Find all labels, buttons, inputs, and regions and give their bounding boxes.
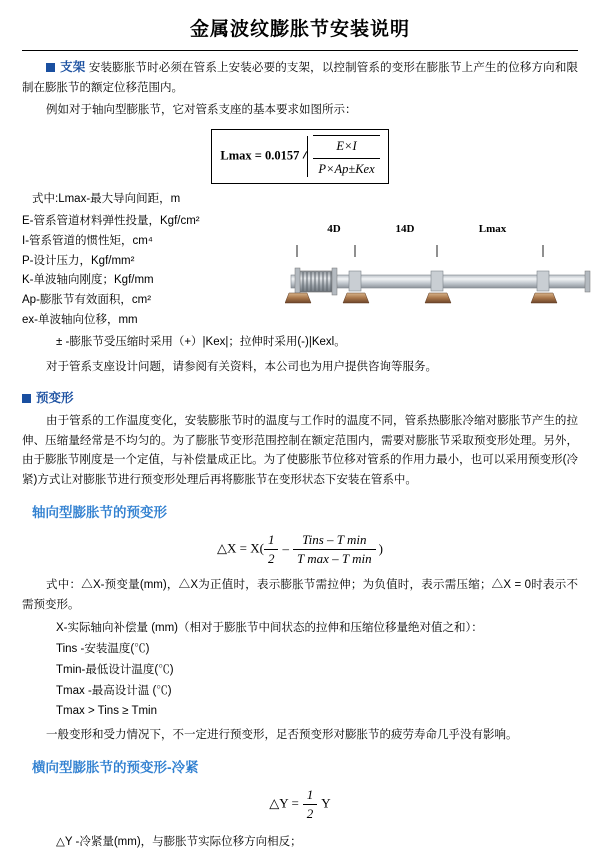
formula-lmax-wrap	[22, 129, 578, 184]
legend-item: P-设计压力，Kgf/mm²	[22, 254, 135, 267]
section-predeform-heading: 预变形	[36, 391, 74, 406]
legend-item: E-管系管道材料弹性投量，Kgf/cm²	[22, 215, 200, 228]
legend-list-lateral	[22, 833, 578, 852]
subsection-axial-closing: 一般变形和受力情况下，不一定进行预变形，足否预变形对膨胀节的疲劳寿命几乎没有影响。	[46, 729, 518, 742]
section-predeform-heading-line	[22, 388, 578, 410]
section-bracket-closing: 对于管系支座设计问题，请参阅有关资料，本公司也为用户提供咨询等服务。	[46, 361, 437, 374]
legend-item: I-管系管道的惯性矩，cm⁴	[22, 234, 153, 247]
legend-item: ± -膨胀节受压缩时采用（+）|Kex|；拉伸时采用(-)|Kexl。	[56, 335, 346, 348]
formula-half-numerator: 1	[303, 787, 318, 805]
figure-row	[22, 212, 578, 331]
formula-lmax-numerator: E×I	[313, 136, 379, 159]
figure-dimension-labels	[303, 220, 595, 239]
subsection-lateral-heading: 横向型膨胀节的预变形-冷紧	[32, 759, 199, 775]
figure-label-lmax: Lmax	[478, 223, 507, 236]
formula-delta-y-lhs: △Y =	[269, 795, 299, 811]
figure-label-4d: 4D	[327, 223, 341, 236]
legend-item: Tins -安装温度(℃)	[56, 643, 150, 656]
formula-temp-denominator: T max – T min	[296, 551, 372, 567]
legend-item: Tmin-最低设计温度(℃)	[56, 663, 174, 676]
formula-delta-x-minus: –	[282, 540, 289, 556]
formula-lmax-denominator: P×Ap±Kex	[318, 161, 375, 176]
formula-delta-x-temp-fraction	[293, 532, 376, 568]
formula-half-numerator: 1	[264, 532, 279, 550]
section-bracket-para1: 安装膨胀节时必须在管系上安装必要的支架，以控制管系的变形在膨胀节上产生的位移方向和限制在膨胀节的额定位移范围内。	[22, 62, 578, 94]
formula-half-denominator: 2	[306, 806, 314, 822]
legend-item: Tmax -最高设计温 (℃)	[56, 684, 172, 697]
formula-lmax-sqrt	[302, 133, 379, 180]
section-bracket-heading-line	[22, 57, 578, 99]
legend-item: X-实际轴向补偿量 (mm)（相对于膨胀节中间状态的拉伸和压缩位移量绝对值之和）：	[56, 622, 483, 635]
formula-temp-numerator: Tins – T min	[293, 532, 376, 550]
blue-square-bullet-icon	[22, 394, 31, 403]
formula-lmax-lhs: Lmax = 0.0157	[220, 148, 300, 163]
legend-intro-lmax: 式中:Lmax-最大导向间距，m	[32, 193, 181, 206]
figure-label-14d: 14D	[395, 223, 415, 236]
blue-square-bullet-icon	[46, 63, 55, 72]
section-bracket-para2: 例如对于轴向型膨胀节，它对管系支座的基本要求如图所示：	[46, 103, 357, 116]
legend-item: Tmax > Tins ≥ Tmin	[56, 705, 157, 718]
formula-delta-x-lhs: △X = X(	[217, 540, 264, 556]
page-title: 金属波纹膨胀节安装说明	[22, 14, 578, 51]
legend-list-bracket	[22, 212, 277, 331]
formula-lmax-fraction	[313, 135, 379, 180]
figure-piping-diagram	[285, 241, 595, 321]
formula-lmax	[211, 129, 388, 184]
formula-delta-x-half	[264, 532, 279, 568]
subsection-axial-heading: 轴向型膨胀节的预变形	[32, 505, 167, 521]
formula-delta-x-rhs: )	[378, 540, 383, 556]
section-bracket-heading: 支架	[60, 60, 86, 74]
document-page	[0, 14, 600, 848]
formula-delta-y-half	[303, 787, 318, 823]
legend-list-axial	[22, 619, 578, 722]
formula-half-denominator: 2	[267, 551, 275, 567]
formula-delta-x	[22, 532, 578, 568]
formula-delta-y	[22, 787, 578, 823]
section-predeform-para1: 由于管系的工作温度变化，安装膨胀节时的温度与工作时的温度不同，管系热膨胀冷缩对膨胀节产生的拉伸、压缩量经常是不均匀的。为了膨胀节变形范围控制在额定范围内，需要对膨胀节采取预变形处理。另外，由于膨胀节刚度是一个定值，与补偿量成正比。为了使膨胀节位移对管系的作用力最小，也可以采用预变形(冷紧)方式让对膨胀节进行预变形处理后再将膨胀节在变形状态下安装在管系中。	[22, 414, 578, 487]
legend-item: Ap-膨胀节有效面积，cm²	[22, 294, 152, 307]
legend-item: ex-单波轴向位移，mm	[22, 313, 138, 326]
legend-intro-delta-x: 式中：△X-预变量(mm)，△X为正值时，表示膨胀节需拉伸；为负值时，表示需压缩；△X = 0时表示不需预变形。	[22, 578, 578, 611]
piping-figure	[277, 212, 595, 321]
legend-item: K-单波轴向刚度；Kgf/mm	[22, 274, 154, 287]
document-content	[0, 57, 600, 852]
formula-delta-y-rhs: Y	[321, 795, 331, 811]
legend-item: △Y -冷紧量(mm)，与膨胀节实际位移方向相反；	[56, 835, 302, 848]
